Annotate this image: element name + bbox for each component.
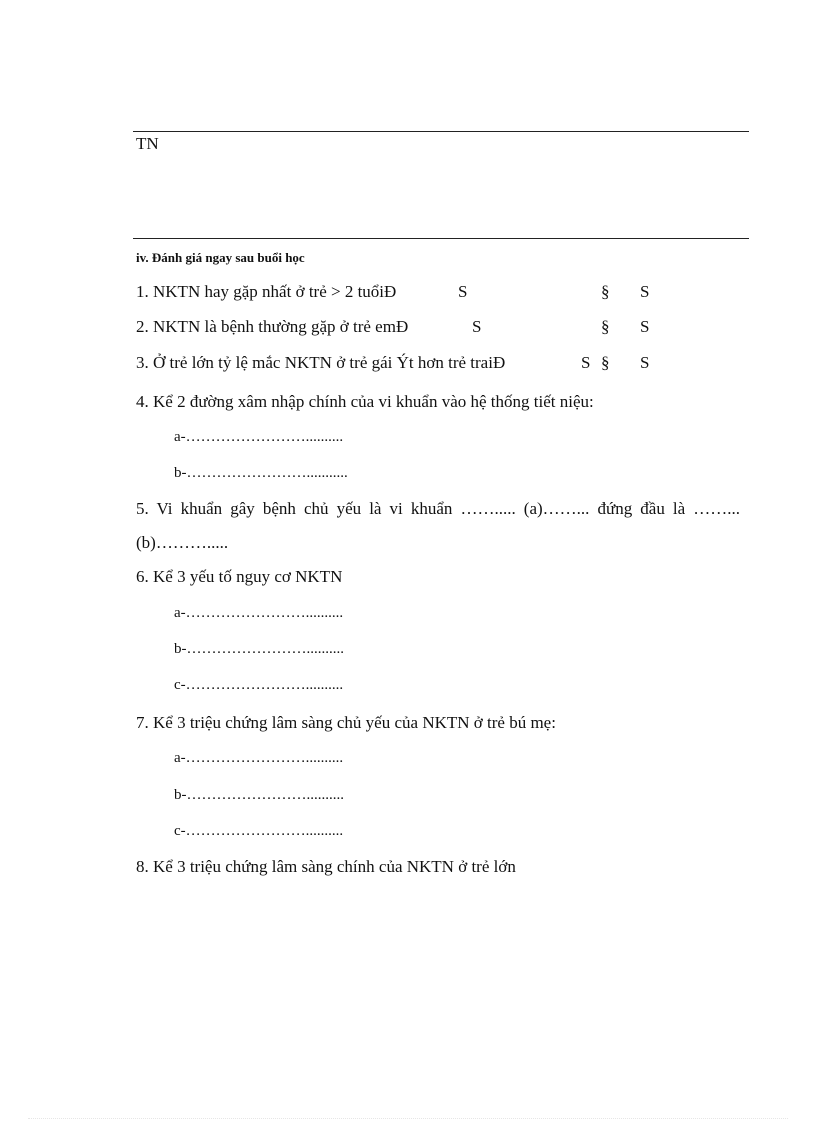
question-6-answer-b: b-…………………….......... <box>174 641 344 657</box>
question-3-mark-s2: S <box>640 353 650 372</box>
question-6: 6. Kể 3 yếu tố nguy cơ NKTN <box>136 567 343 586</box>
page-bottom-divider <box>28 1118 788 1119</box>
question-2: 2. NKTN là bệnh thường gặp ở trẻ emĐ <box>136 317 409 336</box>
question-5: 5. Vi khuẩn gây bệnh chủ yếu là vi khuẩn ……..... (a)……... đứng đầu là ……... <box>136 499 740 518</box>
question-1-mark-s2: S <box>640 282 650 301</box>
question-3-mark-section: § <box>601 353 610 372</box>
question-7-answer-c: c-…………………….......... <box>174 823 344 839</box>
question-1-mark-s: S <box>458 282 468 301</box>
section-title: iv. Đánh giá ngay sau buổi học <box>136 250 305 265</box>
question-2-mark-section: § <box>601 317 610 336</box>
question-5-continued: (b)………..... <box>136 533 229 552</box>
question-6-answer-c: c-…………………….......... <box>174 677 344 693</box>
question-7: 7. Kể 3 triệu chứng lâm sàng chủ yếu của NKTN ở trẻ bú mẹ: <box>136 713 556 732</box>
question-2-mark-s: S <box>472 317 482 336</box>
question-3: 3. Ở trẻ lớn tỷ lệ mắc NKTN ở trẻ gái Ýt hơn trẻ traiĐ <box>136 353 506 372</box>
question-8: 8. Kể 3 triệu chứng lâm sàng chính của NKTN ở trẻ lớn <box>136 857 516 876</box>
question-3-mark-s: S <box>581 353 591 372</box>
question-7-answer-b: b-…………………….......... <box>174 787 344 803</box>
question-1: 1. NKTN hay gặp nhất ở trẻ > 2 tuổiĐ <box>136 282 397 301</box>
question-2-mark-s2: S <box>640 317 650 336</box>
top-rule <box>133 131 749 132</box>
question-1-mark-section: § <box>601 282 610 301</box>
question-7-answer-a: a-…………………….......... <box>174 750 344 766</box>
question-4: 4. Kể 2 đường xâm nhập chính của vi khuẩn vào hệ thống tiết niệu: <box>136 392 594 411</box>
question-4-answer-a: a-…………………….......... <box>174 429 344 445</box>
question-4-answer-b: b-……………………........... <box>174 465 348 481</box>
section-rule <box>133 238 749 239</box>
question-6-answer-a: a-…………………….......... <box>174 605 344 621</box>
section-label: TN <box>136 134 159 153</box>
